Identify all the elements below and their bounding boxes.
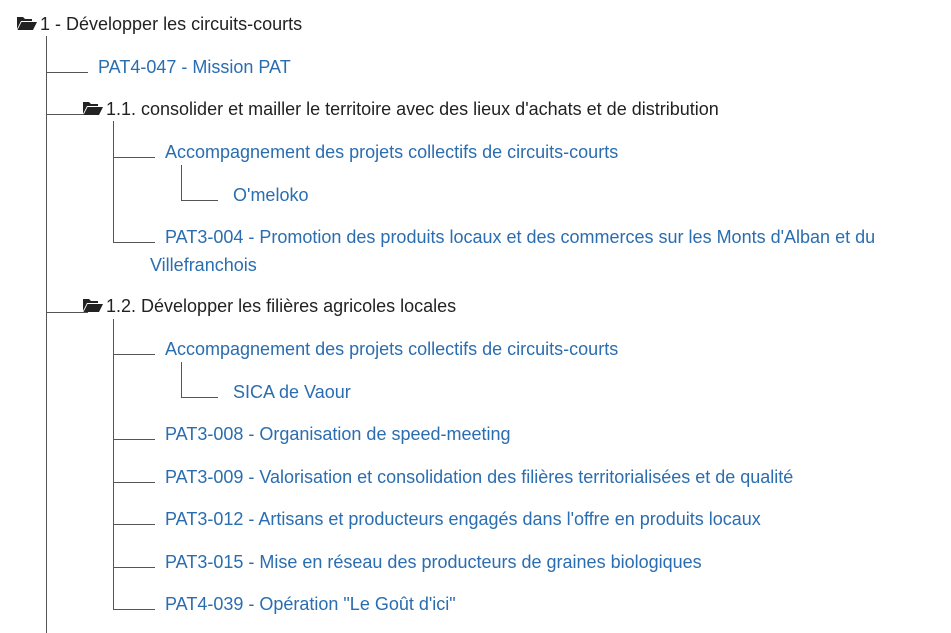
folder-open-icon xyxy=(16,15,38,31)
tree-connector-item-1 xyxy=(113,482,155,483)
tree-sub1-node[interactable] xyxy=(82,95,719,123)
folder-open-icon xyxy=(82,100,104,116)
tree-connector-mission xyxy=(46,72,88,73)
tree-item-pat3-015[interactable] xyxy=(165,548,702,576)
tree-connector-sica xyxy=(181,397,218,398)
pat3-012-link[interactable]: PAT3-012 - Artisans et producteurs engagés dans l'offre en produits locaux xyxy=(165,509,761,529)
tree-connector-root xyxy=(46,36,47,633)
tree-sub2-node[interactable] xyxy=(82,292,456,320)
tree-connector-item-0 xyxy=(113,439,155,440)
tree-item-sub1-accompagnement[interactable] xyxy=(165,138,618,166)
omeloko-link[interactable]: O'meloko xyxy=(233,185,309,205)
tree-item-pat3-009[interactable] xyxy=(165,463,793,491)
tree-connector-omeloko-vertical xyxy=(181,165,182,200)
tree-connector-item-2 xyxy=(113,524,155,525)
pat3-009-link[interactable]: PAT3-009 - Valorisation et consolidation des filières territorialisées et de qualité xyxy=(165,467,794,487)
sub2-accompagnement-link[interactable]: Accompagnement des projets collectifs de circuits-courts xyxy=(165,339,619,359)
tree-connector-item-4 xyxy=(113,609,155,610)
sub1-accompagnement-link[interactable]: Accompagnement des projets collectifs de circuits-courts xyxy=(165,142,619,162)
tree-item-mission[interactable] xyxy=(98,53,291,81)
tree-connector-sica-vertical xyxy=(181,362,182,397)
tree-item-pat4-039[interactable] xyxy=(165,590,456,618)
tree-connector-sub1-children xyxy=(113,121,114,242)
tree-item-sub2-accompagnement[interactable] xyxy=(165,335,618,363)
pat3-008-link[interactable]: PAT3-008 - Organisation de speed-meeting xyxy=(165,424,511,444)
folder-open-icon xyxy=(82,297,104,313)
tree-sub1-label: 1.1. consolider et mailler le territoire avec des lieux d'achats et de distribution xyxy=(106,99,719,119)
tree-item-omeloko[interactable] xyxy=(233,181,308,209)
tree-connector-sub1-accompagnement xyxy=(113,157,155,158)
tree-connector-omeloko xyxy=(181,200,218,201)
tree-root-node[interactable] xyxy=(16,10,302,38)
tree-sub2-label: 1.2. Développer les filières agricoles locales xyxy=(106,296,457,316)
mission-link[interactable]: PAT4-047 - Mission PAT xyxy=(98,57,291,77)
tree-connector-item-3 xyxy=(113,567,155,568)
promotion-link[interactable]: PAT3-004 - Promotion des produits locaux et des commerces sur les Monts d'Alban et du Villefranchois xyxy=(150,227,876,275)
pat4-039-link[interactable]: PAT4-039 - Opération "Le Goût d'ici" xyxy=(165,594,456,614)
tree-item-pat3-012[interactable] xyxy=(165,505,761,533)
tree-connector-sub1-promotion xyxy=(113,242,155,243)
tree-item-pat3-008[interactable] xyxy=(165,420,511,448)
tree-item-sica[interactable] xyxy=(233,378,351,406)
sica-link[interactable]: SICA de Vaour xyxy=(233,382,351,402)
tree-root-label: 1 - Développer les circuits-courts xyxy=(40,14,303,34)
tree-item-promotion[interactable] xyxy=(150,223,945,279)
pat3-015-link[interactable]: PAT3-015 - Mise en réseau des producteurs de graines biologiques xyxy=(165,552,702,572)
tree-connector-sub2-accompagnement xyxy=(113,354,155,355)
